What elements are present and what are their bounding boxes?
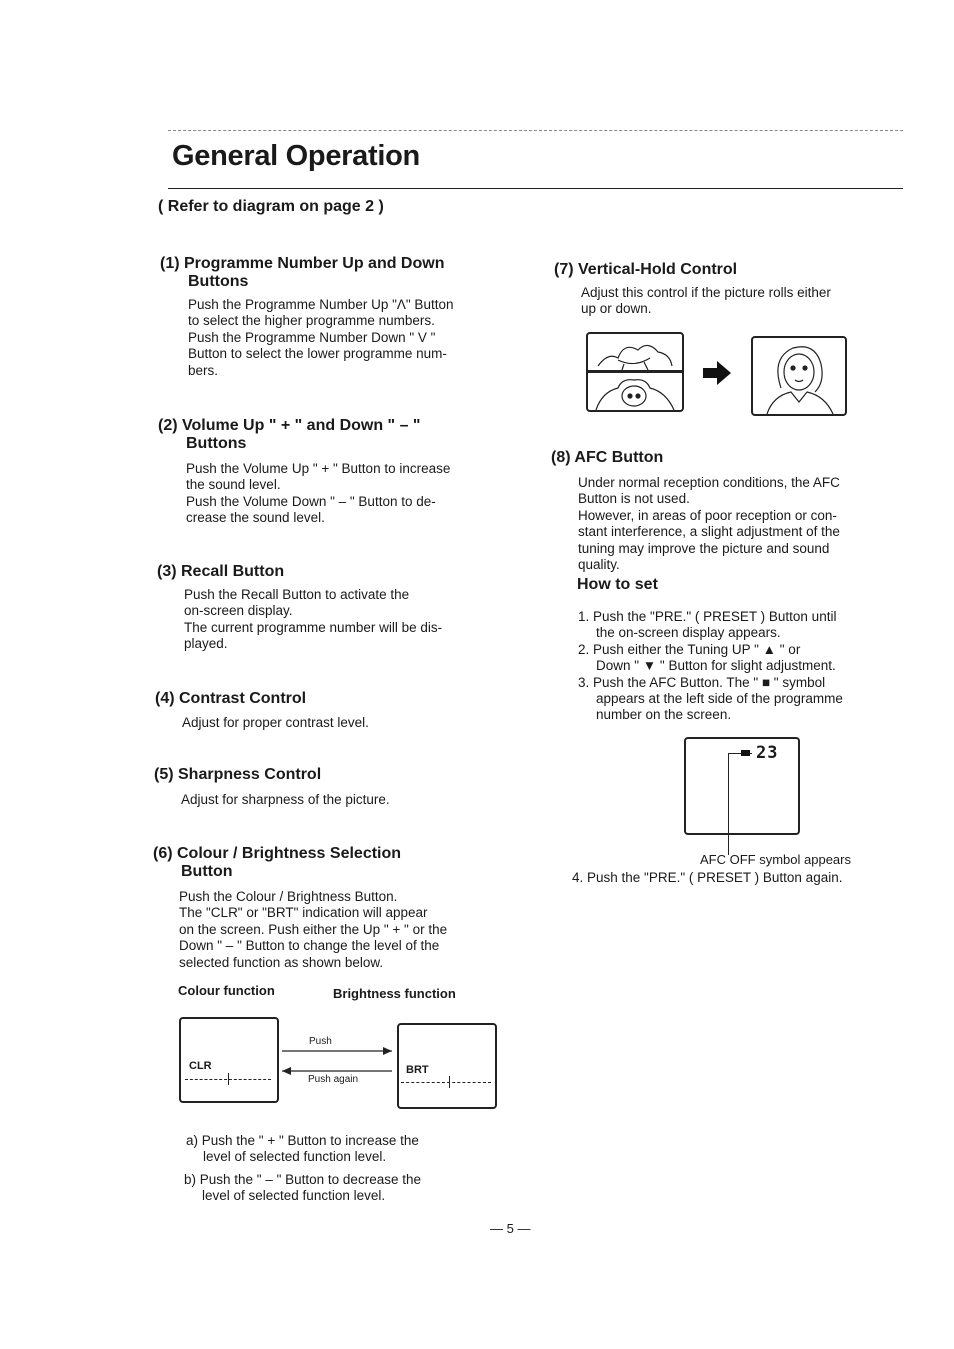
note-a: a) Push the " + " Button to increase the level of selected function level. [186,1133,419,1165]
note-b: b) Push the " – " Button to decrease the level of selected function level. [184,1172,421,1204]
section-5-heading: (5) Sharpness Control [154,766,322,783]
section-4-heading: (4) Contrast Control [155,690,307,707]
rolling-picture-screen [586,332,684,412]
rolling-picture-icon [588,334,682,410]
arrow-right-icon [703,361,733,385]
stable-picture-screen [751,336,847,416]
section-3-heading: (3) Recall Button [157,563,285,580]
colour-function-label: Colour function [178,983,275,998]
push-again-label: Push again [308,1074,359,1085]
section-3-body: Push the Recall Button to activate the on-screen display. The current programme number will be dis- played. [184,587,443,652]
section-4-body: Adjust for proper contrast level. [182,715,369,730]
brightness-function-label: Brightness function [333,986,456,1001]
clr-indicator: CLR [189,1060,212,1072]
how-to-set-heading: How to set [577,576,658,593]
section-1-heading: (1) Programme Number Up and Down Buttons [160,255,445,290]
colour-brightness-diagram [178,1015,498,1107]
header-rule-bottom [168,188,903,189]
afc-leader-line [728,753,729,855]
afc-tv-screen [684,737,800,835]
step-4: 4. Push the "PRE." ( PRESET ) Button again. [572,870,843,885]
section-5-body: Adjust for sharpness of the picture. [181,792,390,807]
section-8-heading: (8) AFC Button [551,449,664,466]
push-label: Push [309,1036,332,1047]
page-title: General Operation [172,140,420,172]
header-rule-top [168,130,903,131]
brt-indicator: BRT [406,1064,429,1076]
section-6-body: Push the Colour / Brightness Button. The "CLR" or "BRT" indication will appear on the screen. Push either the Up " + " or the Down " – " Button to change the level of the selected function as shown below. [179,889,448,970]
push-arrows [178,1015,498,1107]
programme-number: 23 [756,743,779,763]
section-8-body: Under normal reception conditions, the AFC Button is not used. However, in areas of poor reception or con- stant interference, a slight adjustment of the tuning may improve the picture and sound quality. [578,475,840,573]
woman-face-icon [753,338,845,414]
section-2-body: Push the Volume Up " + " Button to increase the sound level. Push the Volume Down " – " Button to de- crease the sound level. [186,461,451,526]
how-to-set-steps: 1. Push the "PRE." ( PRESET ) Button until the on-screen display appears. 2. Push either the Tuning UP " ▲ " or Down " ▼ " Button for slight adjustment. 3. Push the AFC Button. The " ■ " symbol appears at the left side of the programme number on the screen. [578,609,843,723]
afc-caption: AFC OFF symbol appears [700,852,851,867]
section-2-heading: (2) Volume Up " + " and Down " – " Buttons [158,417,421,452]
section-6-heading: (6) Colour / Brightness Selection Button [153,845,402,880]
page-number: — 5 — [490,1221,531,1236]
refer-note: ( Refer to diagram on page 2 ) [158,198,384,215]
section-7-heading: (7) Vertical-Hold Control [554,261,738,278]
section-1-body: Push the Programme Number Up "Λ" Button to select the higher programme numbers. Push the Programme Number Down " V " Button to select the lower programme num- bers. [188,297,454,378]
section-7-body: Adjust this control if the picture rolls either up or down. [581,285,831,317]
afc-off-symbol [741,750,750,756]
